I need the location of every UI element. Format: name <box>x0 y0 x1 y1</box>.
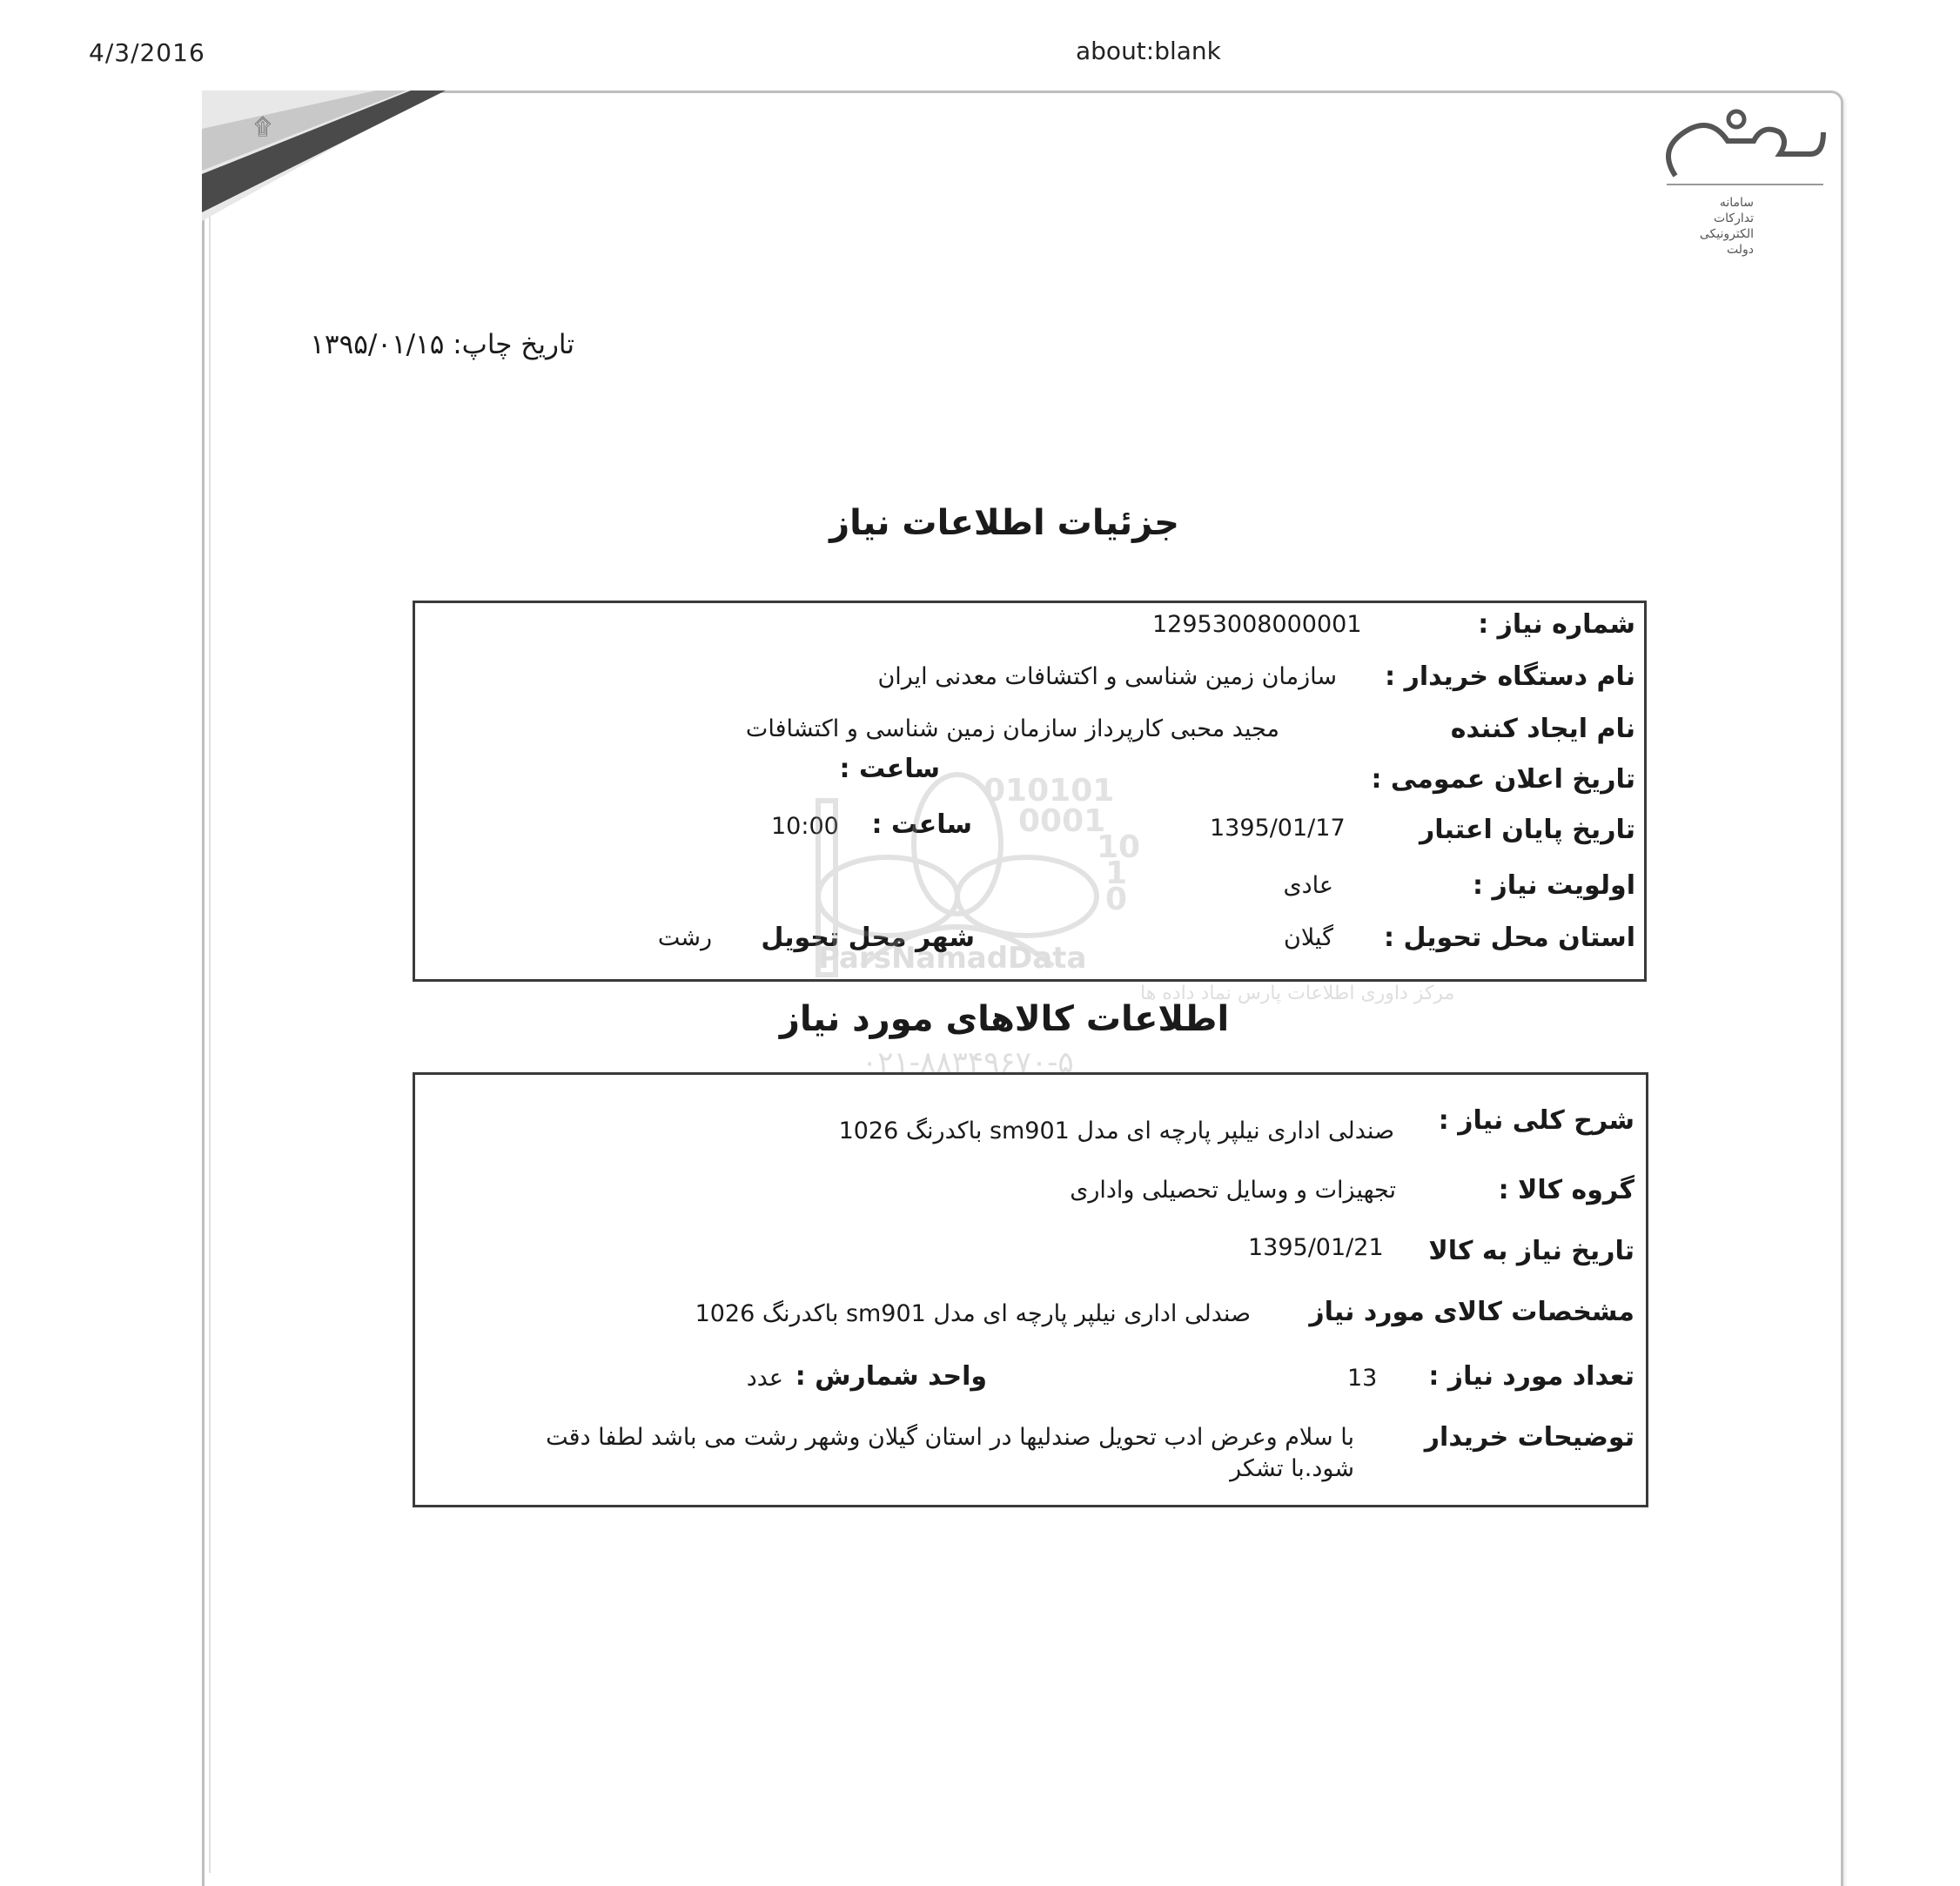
announce-date-label: تاریخ اعلان عمومی : <box>1371 764 1635 795</box>
logo-text-line-2: تدارکات <box>1713 211 1754 225</box>
section-title-need-details: جزئیات اطلاعات نیاز <box>829 503 1179 543</box>
buyer-value: سازمان زمین شناسی و اکتشافات معدنی ایران <box>877 663 1337 690</box>
need-number-label: شماره نیاز : <box>1478 609 1635 640</box>
buyer-label: نام دستگاه خریدار : <box>1385 661 1635 692</box>
validity-time-value: 10:00 <box>771 813 839 840</box>
general-description-label: شرح کلی نیاز : <box>1438 1105 1634 1136</box>
goods-spec-value: صندلی اداری نیلپر پارچه ای مدل sm901 باکدرنگ 1026 <box>695 1300 1251 1327</box>
buyer-notes-line-2: شود.با تشکر <box>1230 1455 1354 1482</box>
print-date: تاریخ چاپ: ۱۳۹۵/۰۱/۱۵ <box>310 329 574 360</box>
watermark-subtitle: مرکز داوری اطلاعات پارس نماد داده ها <box>1140 983 1455 1004</box>
goods-need-date-value: 1395/01/21 <box>1248 1234 1384 1261</box>
quantity-label: تعداد مورد نیاز : <box>1428 1361 1634 1392</box>
validity-time-label: ساعت : <box>871 809 972 840</box>
validity-end-label: تاریخ پایان اعتبار <box>1419 815 1635 845</box>
creator-value: مجید محبی کارپرداز سازمان زمین شناسی و اکتشافات <box>745 715 1279 742</box>
delivery-city-label: شهر محل تحویل <box>761 923 975 953</box>
watermark-phone: ۰۲۱-۸۸۳۴۹۶۷۰-۵ <box>862 1045 1074 1080</box>
emblem-icon: ۩ <box>254 114 272 140</box>
print-header-url: about:blank <box>1076 37 1221 65</box>
goods-group-value: تجهیزات و وسایل تحصیلی واداری <box>1070 1177 1396 1204</box>
delivery-city-value: رشت <box>657 924 712 951</box>
goods-spec-label: مشخصات کالای مورد نیاز <box>1309 1297 1634 1327</box>
count-unit-label: واحد شمارش : <box>795 1361 987 1392</box>
buyer-notes-label: توضیحات خریدار <box>1424 1422 1634 1453</box>
watermark-binary-5: 0 <box>1105 882 1128 917</box>
delivery-province-value: گیلان <box>1284 924 1333 951</box>
announce-time-label: ساعت : <box>839 754 940 784</box>
priority-label: اولویت نیاز : <box>1473 870 1635 901</box>
general-description-value: صندلی اداری نیلپر پارچه ای مدل sm901 باکدرنگ 1026 <box>838 1118 1394 1144</box>
creator-label: نام ایجاد کننده <box>1450 714 1635 744</box>
need-number-value: 12953008000001 <box>1152 611 1362 638</box>
buyer-notes-line-1: با سلام وعرض ادب تحویل صندلیها در استان گیلان وشهر رشت می باشد لطفا دقت <box>546 1424 1354 1451</box>
watermark-binary-4: 1 <box>1105 856 1128 891</box>
count-unit-value: عدد <box>746 1365 783 1392</box>
header-stripe-decoration <box>202 91 454 230</box>
goods-need-date-label: تاریخ نیاز به کالا <box>1428 1236 1634 1266</box>
watermark-brand: ParsNamadData <box>818 941 1087 976</box>
quantity-value: 13 <box>1347 1365 1378 1392</box>
priority-value: عادی <box>1283 872 1333 899</box>
delivery-province-label: استان محل تحویل : <box>1384 923 1635 953</box>
setad-logo <box>1649 97 1836 272</box>
logo-text-line-4: دولت <box>1726 243 1754 257</box>
watermark-binary-3: 10 <box>1097 829 1141 865</box>
watermark-binary-1: 010101 <box>983 773 1115 809</box>
logo-text-line-3: الکترونیکی <box>1699 227 1754 241</box>
print-header-date: 4/3/2016 <box>89 38 205 67</box>
validity-end-date: 1395/01/17 <box>1210 815 1346 842</box>
logo-text-line-1: سامانه <box>1719 196 1754 210</box>
goods-group-label: گروه کالا : <box>1498 1175 1634 1205</box>
section-title-goods-info: اطلاعات کالاهای مورد نیاز <box>779 999 1230 1039</box>
watermark-binary-2: 0001 <box>1018 803 1106 839</box>
